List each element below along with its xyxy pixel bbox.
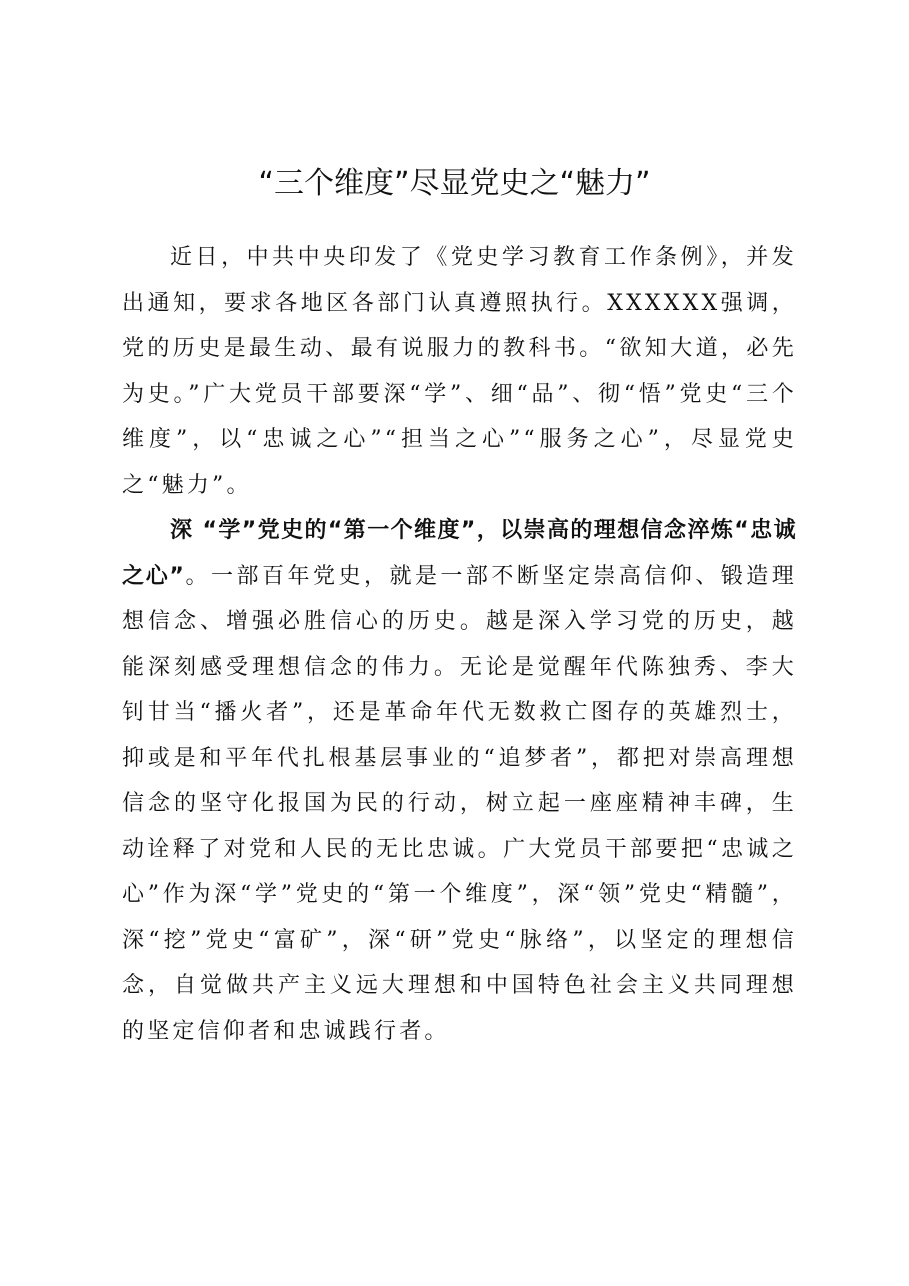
document-body [122, 235, 797, 1054]
paragraph-intro [122, 235, 797, 508]
paragraph-intro-text: 近日，中共中央印发了《党史学习教育工作条例》，并发出通知，要求各地区各部门认真遵照执行。XXXXXX强调，党的历史是最生动、最有说服力的教科书。“欲知大道，必先为史。”广大党员干部要深“学”、细“品”、彻“悟”党史“三个维度”，以“忠诚之心”“担当之心”“服务之心”，尽显党史之“魅力”。 [122, 245, 797, 498]
paragraph-first-dimension-text: 。一部百年党史，就是一部不断坚定崇高信仰、锻造理想信念、增强必胜信心的历史。越是深入学习党的历史，越能深刻感受理想信念的伟力。无论是觉醒年代陈独秀、李大钊甘当“播火者”，还是革命年代无数救亡图存的英雄烈士，抑或是和平年代扎根基层事业的“追梦者”，都把对崇高理想信念的坚守化报国为民的行动，树立起一座座精神丰碑，生动诠释了对党和人民的无比忠诚。广大党员干部要把“忠诚之心”作为深“学”党史的“第一个维度”，深“领”党史“精髓”，深“挖”党史“富矿”，深“研”党史“脉络”，以坚定的理想信念，自觉做共产主义远大理想和中国特色社会主义共同理想的坚定信仰者和忠诚践行者。 [122, 563, 797, 1044]
paragraph-first-dimension [122, 508, 797, 1054]
document-title: “三个维度”尽显党史之“魅力” [258, 166, 651, 201]
paragraph-first-dimension-heading: 深 “学”党史的“第一个维度”，以崇高的理想信念淬炼“忠诚之心” [122, 518, 797, 589]
